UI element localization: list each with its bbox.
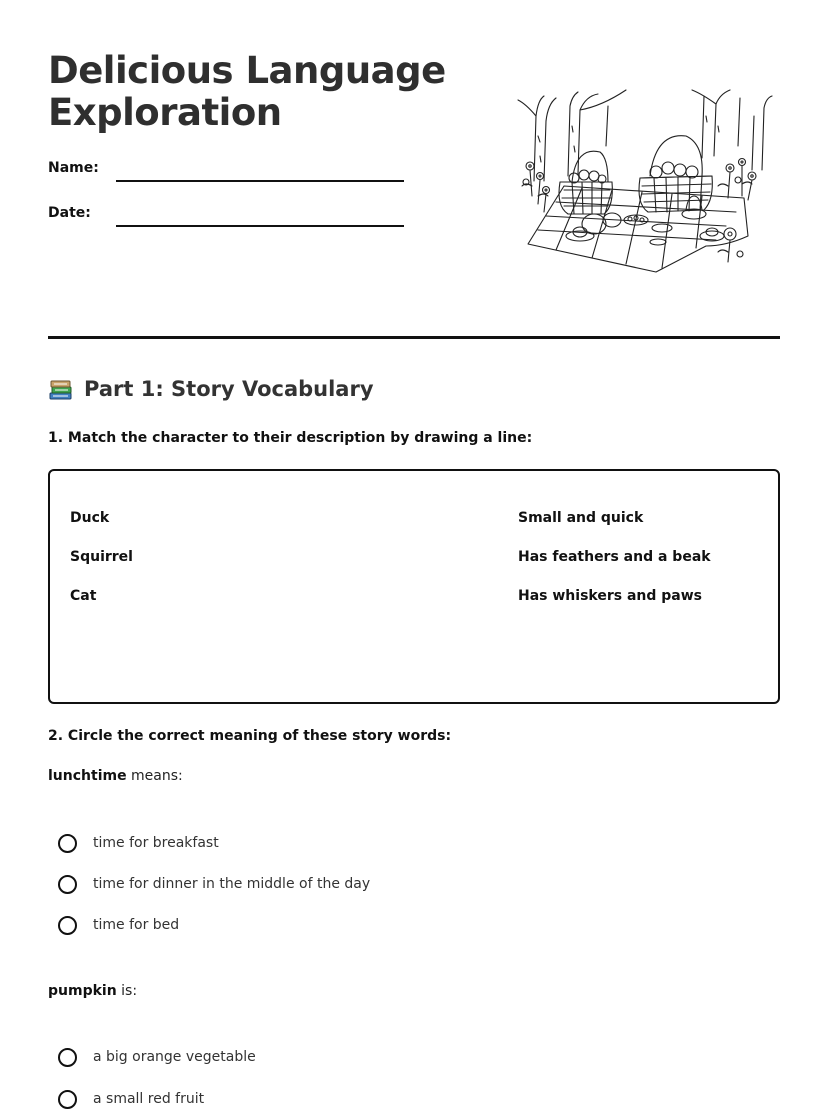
part1-heading-text: Part 1: Story Vocabulary bbox=[84, 377, 374, 401]
word-prompt-suffix: means: bbox=[126, 768, 183, 784]
option-label: time for breakfast bbox=[93, 835, 219, 851]
name-field[interactable] bbox=[116, 180, 404, 182]
word-prompt-suffix: is: bbox=[116, 983, 138, 999]
option-label: a small red fruit bbox=[93, 1091, 205, 1107]
answer-option[interactable] bbox=[58, 913, 179, 937]
radio-circle[interactable] bbox=[58, 916, 77, 935]
word-prompt bbox=[48, 983, 137, 999]
books-icon bbox=[48, 376, 74, 402]
character-item[interactable]: Duck bbox=[70, 510, 110, 526]
question-2-prompt: 2. Circle the correct meaning of these story words: bbox=[48, 728, 452, 744]
description-item[interactable]: Small and quick bbox=[518, 510, 644, 526]
description-item[interactable]: Has whiskers and paws bbox=[518, 588, 702, 604]
date-field[interactable] bbox=[116, 225, 404, 227]
radio-circle[interactable] bbox=[58, 1090, 77, 1109]
answer-option[interactable] bbox=[58, 872, 370, 896]
radio-circle[interactable] bbox=[58, 834, 77, 853]
character-item[interactable]: Cat bbox=[70, 588, 97, 604]
matching-box bbox=[48, 469, 780, 704]
section-divider bbox=[48, 336, 780, 339]
part1-heading bbox=[48, 372, 374, 406]
date-label: Date: bbox=[48, 205, 91, 221]
vocab-word: lunchtime bbox=[48, 768, 127, 784]
radio-circle[interactable] bbox=[58, 875, 77, 894]
name-label: Name: bbox=[48, 160, 99, 176]
description-item[interactable]: Has feathers and a beak bbox=[518, 549, 711, 565]
character-item[interactable]: Squirrel bbox=[70, 549, 133, 565]
vocab-word: pumpkin bbox=[48, 983, 117, 999]
radio-circle[interactable] bbox=[58, 1048, 77, 1067]
answer-option[interactable] bbox=[58, 1087, 204, 1111]
question-1-prompt: 1. Match the character to their description by drawing a line: bbox=[48, 430, 533, 446]
worksheet-title: Delicious Language Exploration bbox=[48, 49, 446, 134]
option-label: time for dinner in the middle of the day bbox=[93, 876, 371, 892]
word-prompt bbox=[48, 768, 183, 784]
answer-option[interactable] bbox=[58, 1045, 256, 1069]
answer-option[interactable] bbox=[58, 831, 219, 855]
option-label: time for bed bbox=[93, 917, 180, 933]
option-label: a big orange vegetable bbox=[93, 1049, 256, 1065]
picnic-illustration bbox=[516, 86, 774, 276]
